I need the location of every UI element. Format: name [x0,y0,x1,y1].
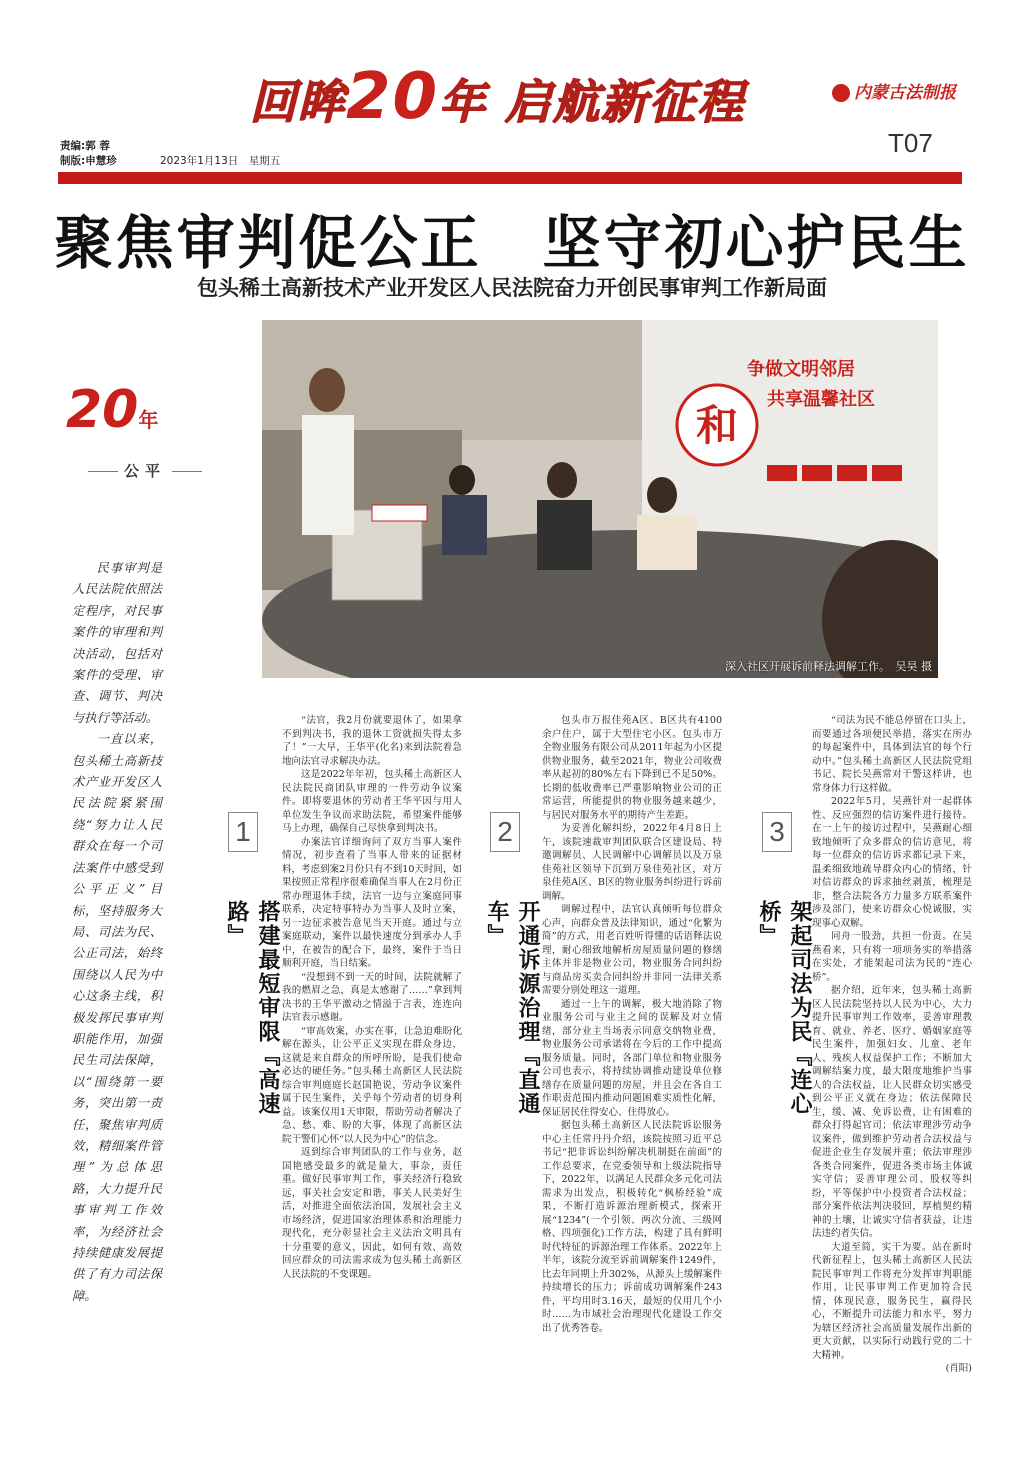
page-number: T07 [888,128,933,158]
section-signoff: (肖阳) [945,1363,972,1374]
section-body [282,714,462,1281]
editor-line: 责编:郭 蓉 [60,140,110,152]
intro-paragraph: 民事审判是人民法院依照法定程序，对民事案件的审理和判决活动，包括对案件的受理、审查、调节、判决与执行等活动。 [72,561,162,725]
section-paragraph: “审高效案，办实在事，让急迫难盼化解在源头，让公平正义实现在群众身边，这就是来自群众的所呼所盼，是我们使命必达的硬任务。”包头稀土高新区人民法院综合审判庭庭长赵国艳说，劳动争议案件属于民生案件，关乎每个劳动者的切身利益。该案仅用1天审限，帮助劳动者解决了急、愁、难、盼的大事，体现了高新区法院干警们心怀“以人民为中心”的信念。 [282,1025,462,1145]
section-title: 开通诉源治理『直通车』 [484,900,541,1116]
section-paragraph: 2022年5月，吴燕针对一起群体性、反应强烈的信访案件进行接待。在一上午的接访过程中，吴燕耐心细致地倾听了众多群众的信访意见，将每一位群众的信访诉求都记录下来，温柔细致地疏导群众内心的情绪，针对信访群众的诉求抽丝剥茧，梳理是非，整合法院各方力量多方联系案件涉及部门，使来访群众心悦诚服，实现事心双解。 [812,796,972,929]
section-paragraph: 这是2022年年初，包头稀土高新区人民法院民商团队审理的一件劳动争议案件。即将要退休的劳动者王华平因与用人单位发生争议而求助法院，希望案件能够马上办理，确保自己尽快拿到判决书。 [282,769,462,834]
intro-paragraph: 一直以来，包头稀土高新技术产业开发区人民法院紧紧围绕“努力让人民群众在每一个司法案件中感受到公平正义”目标，坚持服务大局、司法为民、公正司法，始终围绕以人民为中心这条主线，积极发挥民事审判职能作用，加强民生司法保障，以“围绕第一要务，突出第一责任，聚焦审判质效，精细案件管理”为总体思路，大力提升民事审判工作效率，为经济社会持续健康发展提供了有力司法保障。 [72,732,162,1303]
section-title: 搭建最短审限『高速路』 [224,900,281,1116]
newspaper-name-text: 内蒙古法制报 [854,83,956,103]
newspaper-logo-icon [832,84,850,102]
badge-number: 20 [66,380,139,440]
section-number-box: 2 [490,812,520,852]
headline: 聚焦审判促公正 坚守初心护民生 [54,209,970,277]
anniversary-badge [66,380,216,440]
badge-suffix: 年 [138,408,159,432]
section-paragraph: “没想到不到一天的时间，法院就解了我的燃眉之急，真是太感谢了……”拿到判决书的王华平激动之情溢于言表，连连向法官表示感谢。 [282,971,462,1023]
section-body [812,714,972,1376]
photo-banner-a: 争做文明邻居 [747,359,855,380]
photo-caption: 深入社区开展诉前释法调解工作。 吴昊 摄 [725,660,932,673]
subheadline: 包头稀土高新技术产业开发区人民法院奋力开创民事审判工作新局面 [197,276,827,300]
section-body [542,714,722,1335]
intro-text [72,558,162,1307]
section-tag: 公平 [80,460,210,481]
masthead-text-b: 年 启航新征程 [439,75,746,129]
section-paragraph: 包头市万报佳苑A区、B区共有4100余户住户，属于大型住宅小区。包头市万全物业服务有限公司从2011年起为小区提供物业服务，截至2021年，物业公司收费率从起初的80%左右下降到已不足50%。长期的低收费率已严重影响物业公司的正常运营，所能提供的物业服务越来越少，与居民对服务水平的期待产生差距。 [542,715,722,821]
section-paragraph: 为妥善化解纠纷，2022年4月8日上午，该院速裁审判团队联合区建设局、特邀调解员、人民调解中心调解员以及万泉佳苑社区领导下沉到万泉佳苑社区，对万泉佳苑A区、B区的物业服务纠纷进行诉前调解。 [542,823,722,902]
news-photo [262,320,938,678]
section-paragraph: 同舟一股劲，共担一份责。在吴燕看来，只有将一项项务实的举措落在实处，才能架起司法为民的“连心桥”。 [812,931,972,983]
photo-sign-text: 和 [695,401,739,450]
photo-banner-b: 共享温馨社区 [767,389,875,410]
header-rule [58,172,962,184]
newspaper-name [832,78,956,103]
section-title: 架起司法为民『连心桥』 [756,900,813,1116]
section-paragraph: “法官，我2月份就要退休了，如果拿不到判决书，我的退休工资就损失得太多了！”一大早，王华平(化名)来到法院着急地向法官寻求解决办法。 [282,715,462,767]
photo-illustration [262,320,938,678]
section-paragraph: 返到综合审判团队的工作与业务，赵国艳感受最多的就是量大，事杂，责任重。做好民事审判工作，事关经济行稳致远，事关社会安定和谐，事关人民美好生活，对推进全面依法治国，发展社会主义市场经济，促进国家治理体系和治理能力现代化，充分彰显社会主义法治文明具有十分重要的意义，因此，如何有效、高效回应群众的司法需求成为包头稀土高新区人民法院的不变课题。 [282,1147,462,1280]
section-number-box: 1 [228,812,258,852]
date-line: 2023年1月13日 星期五 [160,155,281,167]
masthead-number: 20 [346,60,440,134]
masthead-banner [250,60,820,134]
layout-line: 制版:申慧珍 [60,155,117,167]
section-paragraph: 办案法官详细询问了双方当事人案件情况，初步查看了当事人带来的证据材料，考虑到案2月份只有不到10天时间，如果按照正常程序很难确保当事人在2月份正常办理退休手续，法官一边与立案庭同事联系，决定特事特办为当事人及时立案，另一边征求被告意见当天开庭。通过与立案庭联动，案件以最快速度分到承办人手中，在被告的配合下，最终，案件于当日顺利开庭，当日结案。 [282,836,462,969]
masthead-text-a: 回眸 [250,75,346,129]
section-paragraph: 据包头稀土高新区人民法院诉讼服务中心主任常丹丹介绍，该院按照习近平总书记“把非诉讼纠纷解决机制挺在前面”的工作总要求，在党委领导和上级法院指导下，2022年，以满足人民群众多元化司法需求为出发点，积极转化“枫桥经验”成果，不断打造诉源治理新模式，探索开展“1234”(一个引领、两次分流、三级网格、四项强化)工作方法，构建了具有鲜明时代特征的诉源治理工作体系。2022年上半年，该院分流至诉前调解案件1249件，比去年同期上升302%，从源头上缓解案件持续增长的压力；诉前成功调解案件243件，平均用时3.16天，最短的仅用几个小时……为市域社会治理现代化建设工作交出了优秀答卷。 [542,1120,722,1334]
section-paragraph: 调解过程中，法官认真倾听每位群众心声，向群众普及法律知识，通过“化繁为简”的方式，用老百姓听得懂的话语释法说理，耐心细致地解析房屋质量问题的修缮主体并非是物业公司，物业服务合同纠纷与商品房买卖合同纠纷并非同一法律关系需要分别处理这一道理。 [542,904,722,996]
section-number-box: 3 [762,812,792,852]
section-paragraph: 据介绍，近年来，包头稀土高新区人民法院坚持以人民为中心，大力提升民事审判工作效率，妥善审理教育、就业、养老、医疗、婚姻家庭等民生案件，加强妇女、儿童、老年人、残疾人权益保护工作；不断加大调解结案力度，最大限度地维护当事人的合法权益，让人民群众切实感受到公平正义就在身边；依法保障民生，缓、减、免诉讼费，让有困难的群众打得起官司；依法审理涉劳动争议案件，做到维护劳动者合法权益与促进企业生存发展并重；依法审理涉各类合同案件，促进各类市场主体诚实守信；妥善审理公司、股权等纠纷，平等保护中小投资者合法权益；部分案件依法判决驳回，厚植契约精神的土壤，让诚实守信者获益，让违法违约者失信。 [812,985,972,1239]
section-paragraph: “司法为民不能总停留在口头上，而要通过各项便民举措，落实在所办的每起案件中，具体到法官的每个行动中。”包头稀土高新区人民法院党组书记、院长吴燕常对干警这样讲，也常身体力行这样做。 [812,715,972,794]
section-paragraph: 大道至简，实干为要。站在新时代新征程上，包头稀土高新区人民法院民事审判工作将充分发挥审判职能作用，让民事审判工作更加符合民情，体现民意，服务民生，赢得民心，不断提升司法能力和水平，努力为辖区经济社会高质量发展作出新的更大贡献，以实际行动践行党的二十大精神。 [812,1241,972,1361]
section-paragraph: 通过一上午的调解，极大地消除了物业服务公司与业主之间的误解及对立情绪，部分业主当场表示同意交纳物业费，物业服务公司承诺将在今后的工作中提高服务质量。同时，各部门单位和物业服务公司也表示，将持续协调推动建设单位修缮存在质量问题的房屋，并且会在各自工作职责范围内推动问题困难实质性化解，保证居民住得安心、住得放心。 [542,998,722,1118]
